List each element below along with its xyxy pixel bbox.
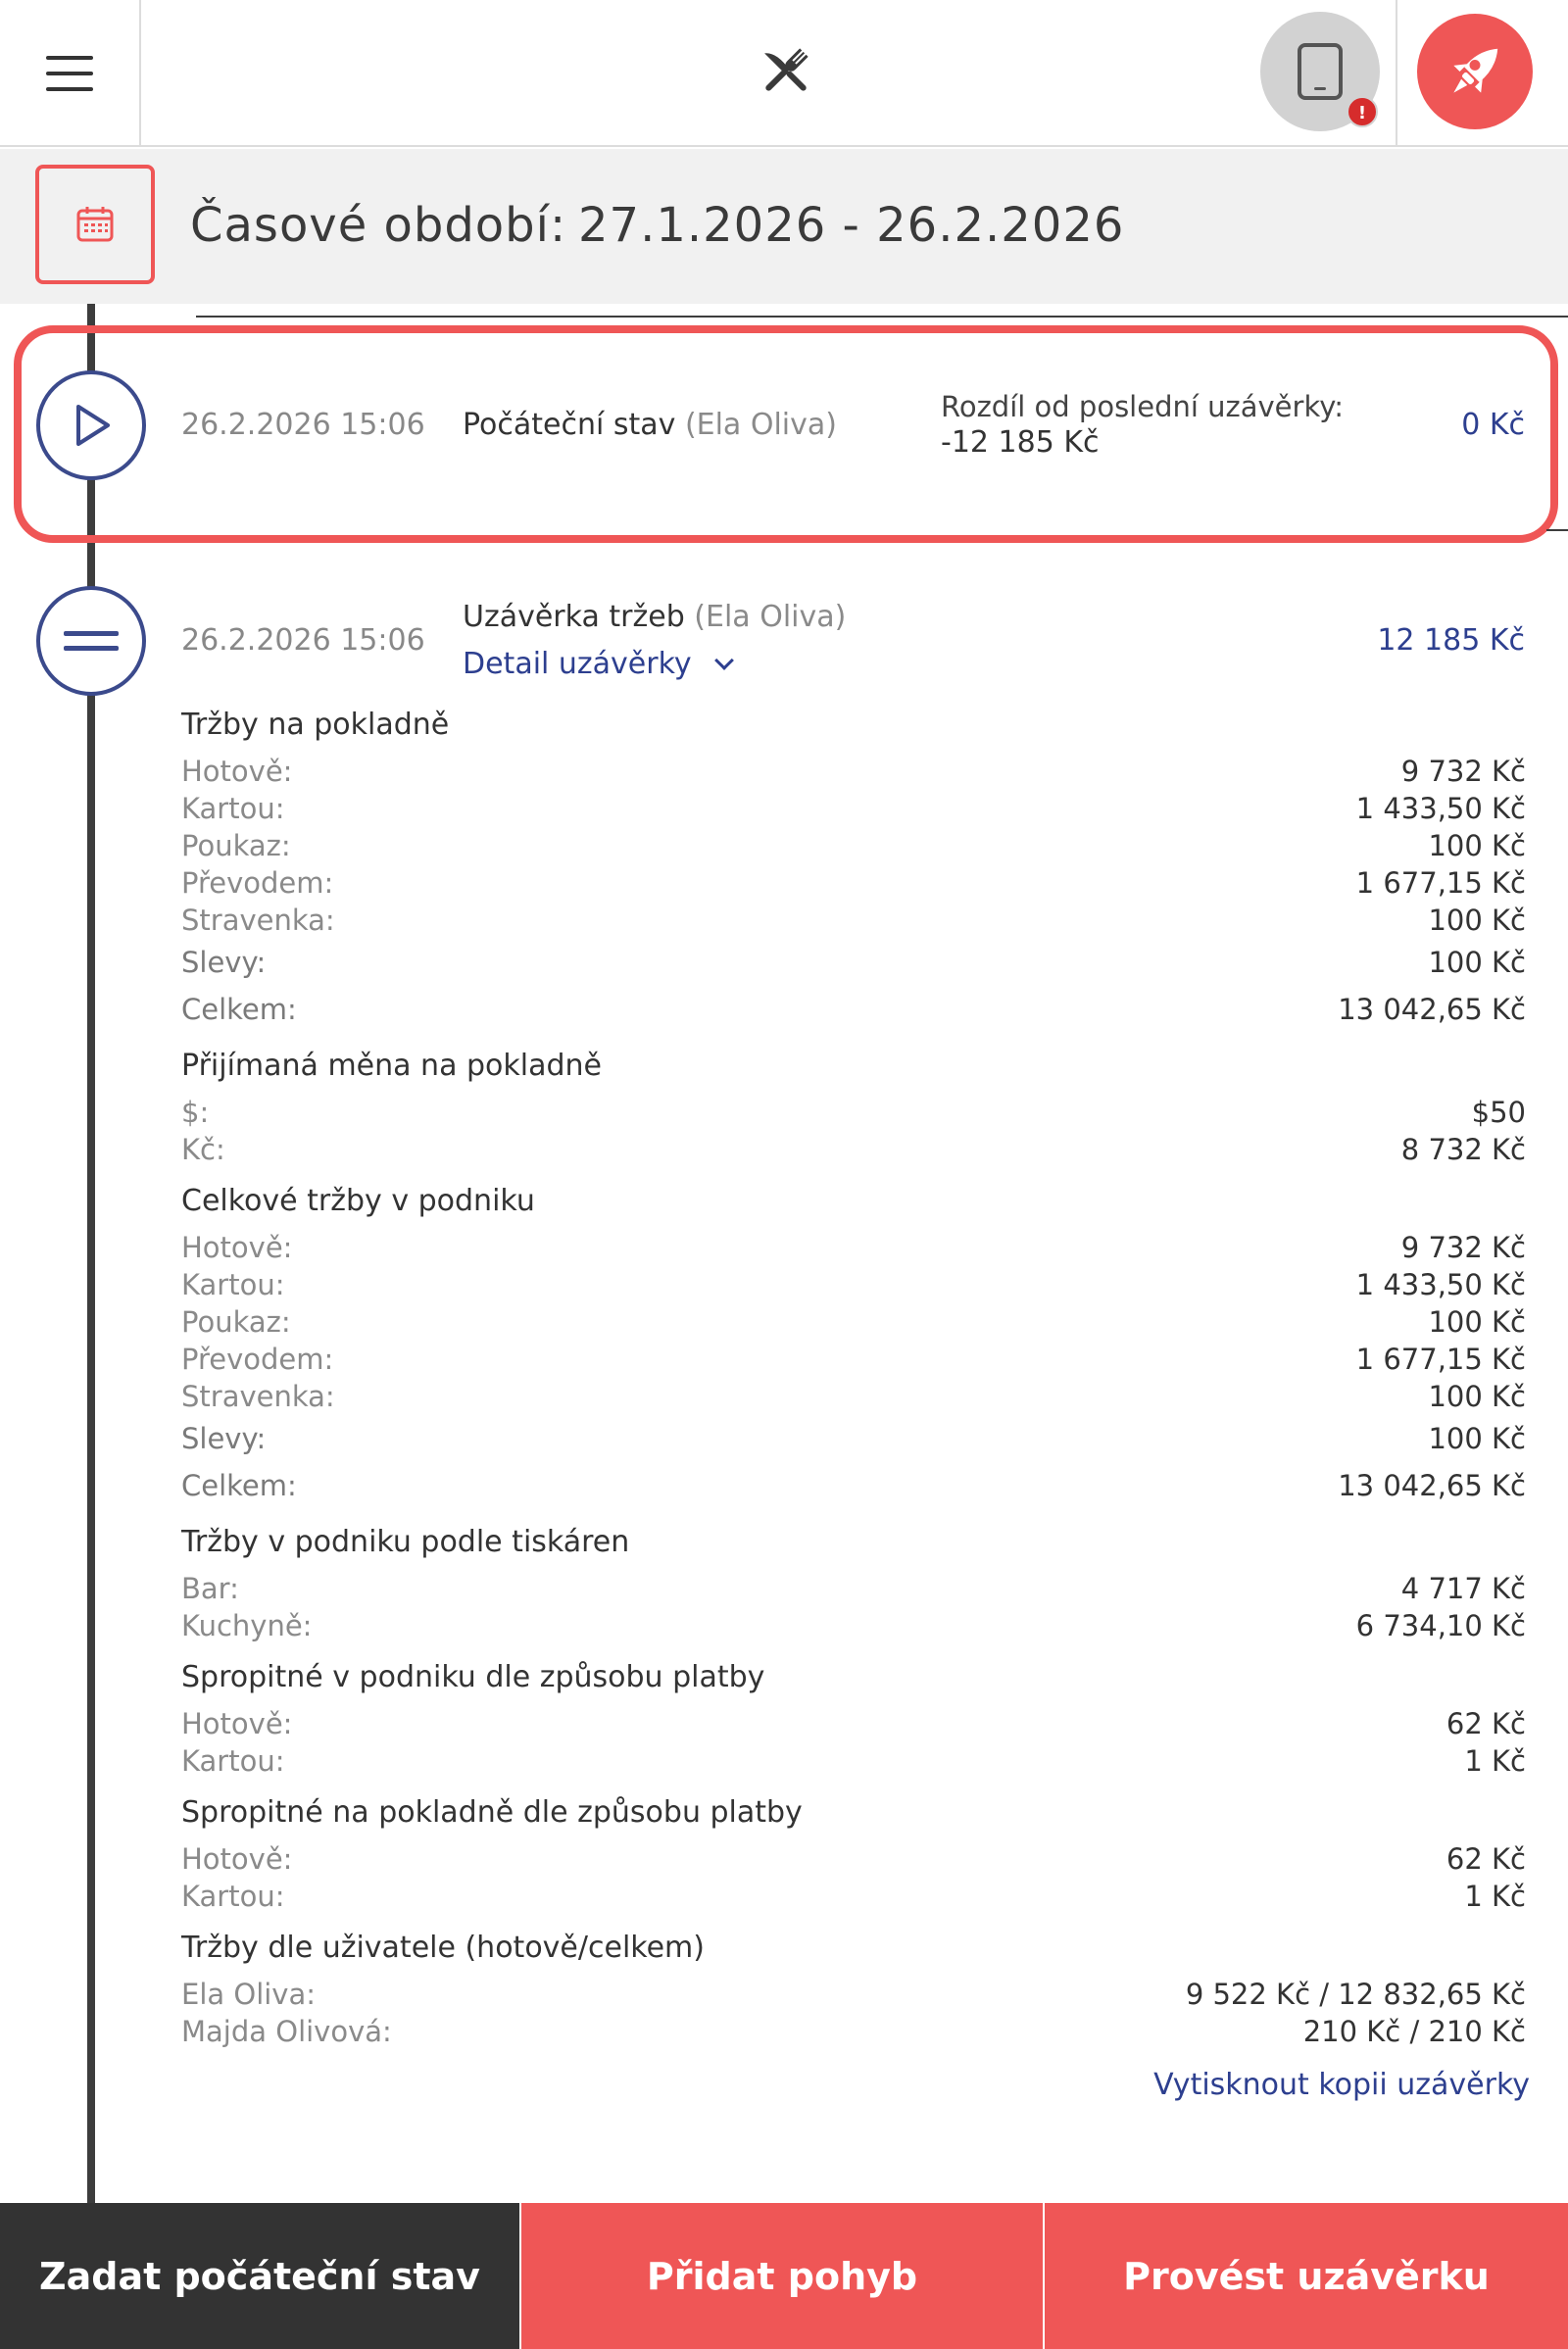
row-value: 100 Kč [1428, 904, 1526, 937]
section-gap [181, 1780, 1526, 1791]
section-title: Tržby dle uživatele (hotově/celkem) [181, 1931, 705, 1965]
row-label: Hotově: [181, 1707, 293, 1740]
row-value: 8 732 Kč [1400, 1133, 1526, 1166]
set-initial-state-button[interactable]: Zadat počáteční stav [0, 2203, 521, 2349]
row-label: Kartou: [181, 1744, 285, 1778]
detail-row [181, 1341, 1526, 1378]
header-divider [1396, 0, 1397, 147]
summary-row [181, 1415, 1526, 1462]
print-copy-link[interactable]: Vytisknout kopii uzávěrky [1153, 2068, 1530, 2102]
row-label: Kč: [181, 1133, 225, 1166]
chevron-down-icon [714, 651, 734, 670]
add-movement-button[interactable]: Přidat pohyb [521, 2203, 1045, 2349]
row-value: 100 Kč [1428, 1305, 1526, 1339]
detail-link-label: Detail uzávěrky [463, 647, 692, 681]
play-icon [67, 401, 116, 450]
row-label: Stravenka: [181, 1380, 335, 1413]
detail-row [181, 1570, 1526, 1607]
alert-badge: ! [1347, 96, 1378, 127]
detail-row [181, 864, 1526, 902]
row-label: Celkem: [181, 1469, 297, 1502]
timeline-node-closure [36, 586, 146, 696]
fork-knife-icon [755, 39, 817, 102]
diff-label: Rozdíl od poslední uzávěrky: [941, 390, 1345, 423]
section-gap [181, 1915, 1526, 1927]
hamburger-menu-icon [46, 56, 93, 91]
entry-user: (Ela Oliva) [694, 600, 847, 634]
row-value: 1 677,15 Kč [1355, 1343, 1526, 1376]
row-label: Poukaz: [181, 829, 291, 862]
detail-row [181, 790, 1526, 827]
detail-row [181, 902, 1526, 939]
row-label: $: [181, 1096, 210, 1129]
row-label: Kartou: [181, 1268, 285, 1301]
row-label: Majda Olivová: [181, 2015, 392, 2048]
row-value: 100 Kč [1428, 946, 1526, 979]
section-gap [181, 1033, 1526, 1045]
row-value: 1 Kč [1464, 1880, 1526, 1913]
period-value[interactable]: 27.1.2026 - 26.2.2026 [578, 198, 1125, 253]
row-label: Kuchyně: [181, 1609, 313, 1642]
detail-row [181, 1131, 1526, 1168]
bottom-action-bar [0, 2203, 1568, 2349]
row-value: 13 042,65 Kč [1338, 1469, 1526, 1502]
entry-user: (Ela Oliva) [684, 408, 837, 442]
row-label: Stravenka: [181, 904, 335, 937]
equals-icon [62, 621, 121, 661]
detail-row [181, 1266, 1526, 1303]
entry-title-text: Uzávěrka tržeb [463, 600, 685, 634]
row-label: Celkem: [181, 993, 297, 1026]
row-value: $50 [1471, 1096, 1526, 1129]
app-logo-button[interactable] [1417, 14, 1533, 129]
tablet-status-button[interactable] [1260, 12, 1380, 131]
divider [196, 316, 1568, 318]
row-label: Bar: [181, 1572, 239, 1605]
entry-title-text: Počáteční stav [463, 408, 676, 442]
row-label: Převodem: [181, 866, 334, 900]
row-value: 1 433,50 Kč [1355, 1268, 1526, 1301]
detail-row [181, 1705, 1526, 1742]
summary-row [181, 986, 1526, 1033]
detail-row [181, 1742, 1526, 1780]
calendar-icon [75, 205, 115, 244]
row-label: Hotově: [181, 1231, 293, 1264]
row-label: Slevy: [181, 946, 267, 979]
entry-title [463, 600, 846, 634]
detail-row [181, 1840, 1526, 1878]
row-value: 6 734,10 Kč [1355, 1609, 1526, 1642]
row-label: Kartou: [181, 1880, 285, 1913]
rocket-fork-icon [1441, 37, 1509, 106]
row-value: 4 717 Kč [1400, 1572, 1526, 1605]
section-title: Tržby na pokladně [181, 708, 450, 742]
detail-row [181, 1378, 1526, 1415]
section-gap [181, 1509, 1526, 1521]
row-value: 100 Kč [1428, 1422, 1526, 1455]
entry-title [463, 408, 837, 442]
summary-row [181, 939, 1526, 986]
top-header [0, 0, 1568, 147]
period-bar [0, 149, 1568, 304]
row-label: Poukaz: [181, 1305, 291, 1339]
entry-timestamp: 26.2.2026 15:06 [181, 623, 425, 658]
row-label: Slevy: [181, 1422, 267, 1455]
detail-row [181, 1229, 1526, 1266]
timeline-node-initial [36, 370, 146, 480]
row-label: Převodem: [181, 1343, 334, 1376]
section-title: Celkové tržby v podniku [181, 1184, 535, 1218]
row-value: 210 Kč / 210 Kč [1302, 2015, 1526, 2048]
detail-row [181, 1607, 1526, 1644]
section-gap [181, 1168, 1526, 1180]
calendar-button[interactable] [35, 165, 155, 284]
detail-row [181, 2013, 1526, 2050]
row-value: 62 Kč [1446, 1842, 1526, 1876]
row-label: Hotově: [181, 1842, 293, 1876]
closure-details [181, 704, 1530, 2102]
row-value: 9 732 Kč [1400, 1231, 1526, 1264]
section-title: Spropitné na pokladně dle způsobu platby [181, 1795, 803, 1830]
detail-toggle-link[interactable] [463, 647, 731, 681]
row-label: Hotově: [181, 755, 293, 788]
entry-amount: 0 Kč [1461, 408, 1525, 442]
detail-row [181, 1094, 1526, 1131]
diff-value: -12 185 Kč [941, 425, 1100, 460]
row-label: Ela Oliva: [181, 1978, 317, 2011]
row-value: 1 Kč [1464, 1744, 1526, 1778]
entry-timestamp: 26.2.2026 15:06 [181, 408, 425, 442]
row-value: 100 Kč [1428, 829, 1526, 862]
divider [1546, 529, 1568, 531]
detail-row [181, 1878, 1526, 1915]
row-value: 100 Kč [1428, 1380, 1526, 1413]
period-label: Časové období: [190, 198, 567, 253]
row-value: 1 677,15 Kč [1355, 866, 1526, 900]
summary-row [181, 1462, 1526, 1509]
detail-row [181, 1303, 1526, 1341]
section-title: Spropitné v podniku dle způsobu platby [181, 1660, 765, 1694]
section-gap [181, 1644, 1526, 1656]
row-label: Kartou: [181, 792, 285, 825]
menu-button[interactable] [0, 0, 141, 147]
row-value: 1 433,50 Kč [1355, 792, 1526, 825]
row-value: 62 Kč [1446, 1707, 1526, 1740]
tablet-icon [1297, 42, 1344, 101]
detail-row [181, 1976, 1526, 2013]
row-value: 9 522 Kč / 12 832,65 Kč [1185, 1978, 1526, 2011]
section-title: Přijímaná měna na pokladně [181, 1049, 602, 1083]
row-value: 13 042,65 Kč [1338, 993, 1526, 1026]
detail-row [181, 753, 1526, 790]
detail-row [181, 827, 1526, 864]
do-closure-button[interactable]: Provést uzávěrku [1045, 2203, 1568, 2349]
entry-amount: 12 185 Kč [1377, 623, 1525, 658]
section-title: Tržby v podniku podle tiskáren [181, 1525, 630, 1559]
row-value: 9 732 Kč [1400, 755, 1526, 788]
